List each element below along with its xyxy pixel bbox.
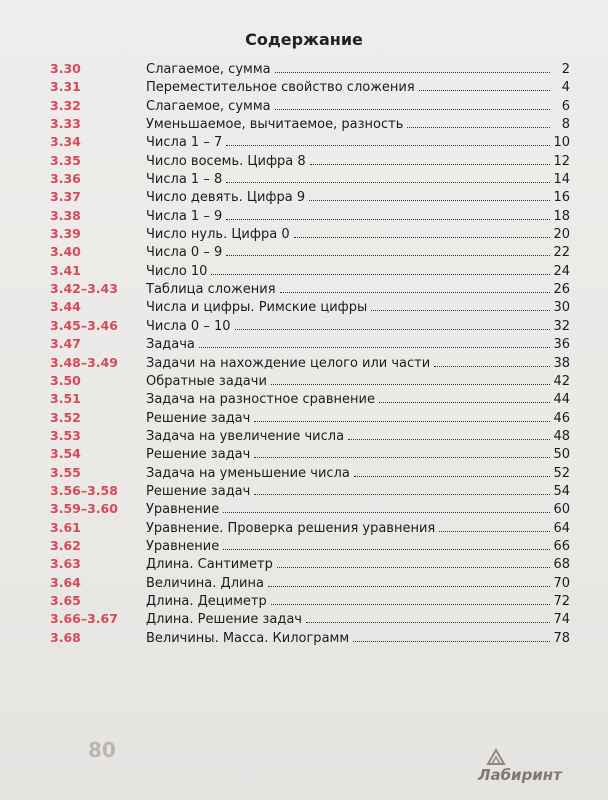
toc-entry-number: 3.61 [50, 519, 81, 535]
toc-entry [50, 263, 570, 281]
toc-entry [50, 483, 570, 501]
toc-entry-number: 3.37 [50, 189, 81, 205]
page-number: 80 [88, 738, 116, 762]
toc-entry-number: 3.52 [50, 409, 81, 425]
dot-leader [354, 476, 550, 477]
toc-entry-page: 10 [553, 135, 570, 151]
toc-entry-title: Уравнение [146, 502, 220, 518]
toc-entry-title: Числа 1 – 7 [146, 135, 223, 151]
toc-entry-page: 78 [553, 630, 570, 646]
toc-entry [50, 373, 570, 391]
dot-leader [275, 109, 550, 110]
toc-entry-number: 3.66–3.67 [50, 611, 118, 627]
toc-entry [50, 171, 570, 189]
toc-entry [50, 98, 570, 116]
toc-entry-page: 36 [553, 337, 570, 353]
dot-leader [226, 182, 550, 183]
toc-entry-page: 38 [553, 355, 570, 371]
toc-entry-title: Переместительное свойство сложения [146, 80, 415, 96]
toc-entry-number: 3.50 [50, 372, 81, 388]
toc-entry-page: 24 [553, 263, 570, 279]
toc-entry-page: 60 [553, 502, 570, 518]
toc-entry-page: 30 [553, 300, 570, 316]
toc-entry [50, 61, 570, 79]
toc-entry-number: 3.44 [50, 299, 81, 315]
toc-entry-number: 3.45–3.46 [50, 317, 118, 333]
toc-entry-page: 8 [561, 117, 570, 133]
toc-entry-title: Решение задач [146, 410, 251, 426]
toc-entry-title: Задачи на нахождение целого или части [146, 355, 431, 371]
toc-entry [50, 153, 570, 171]
toc-entry-title: Величины. Масса. Килограмм [146, 630, 350, 646]
toc-entry-number: 3.53 [50, 427, 81, 443]
toc-entry [50, 410, 570, 428]
toc-entry-title: Задача [146, 337, 195, 353]
dot-leader [439, 531, 550, 532]
toc-entry-page: 72 [553, 593, 570, 609]
dot-leader [235, 329, 551, 330]
dot-leader [254, 494, 550, 495]
toc-entry-title: Число нуль. Цифра 0 [146, 227, 290, 243]
dot-leader [226, 145, 550, 146]
page-title: Содержание [245, 30, 363, 49]
dot-leader [226, 219, 550, 220]
toc-entry-number: 3.62 [50, 537, 81, 553]
dot-leader [419, 90, 550, 91]
publisher-logo: Лабиринт [478, 766, 562, 784]
toc-entry [50, 593, 570, 611]
toc-entry-number: 3.55 [50, 464, 81, 480]
dot-leader [268, 586, 550, 587]
dot-leader [294, 237, 550, 238]
toc-entry [50, 446, 570, 464]
toc-entry [50, 575, 570, 593]
toc-entry-number: 3.65 [50, 592, 81, 608]
dot-leader [254, 457, 550, 458]
dot-leader [371, 310, 550, 311]
toc-entry [50, 538, 570, 556]
toc-entry-number: 3.30 [50, 61, 81, 76]
toc-entry-page: 44 [553, 392, 570, 408]
dot-leader [306, 622, 550, 623]
toc-entry [50, 611, 570, 629]
dot-leader [254, 421, 550, 422]
toc-entry-number: 3.42–3.43 [50, 281, 118, 297]
toc-entry-number: 3.64 [50, 574, 81, 590]
toc-entry-number: 3.59–3.60 [50, 501, 118, 517]
toc-entry [50, 355, 570, 373]
toc-entry-title: Задача на уменьшение числа [146, 465, 350, 481]
toc-entry-number: 3.35 [50, 152, 81, 168]
toc-entry [50, 465, 570, 483]
dot-leader [199, 347, 550, 348]
toc-entry-page: 20 [553, 227, 570, 243]
toc-entry-title: Таблица сложения [146, 282, 276, 298]
toc-entry-title: Числа и цифры. Римские цифры [146, 300, 368, 316]
dot-leader [211, 274, 550, 275]
toc-entry-number: 3.68 [50, 629, 81, 645]
toc-entry-page: 4 [561, 80, 570, 96]
toc-entry [50, 428, 570, 446]
toc-entry [50, 226, 570, 244]
toc-entry-page: 26 [553, 282, 570, 298]
dot-leader [226, 255, 550, 256]
toc-entry-page: 52 [553, 465, 570, 481]
toc-entry [50, 189, 570, 207]
toc-entry-page: 66 [553, 538, 570, 554]
toc-entry [50, 116, 570, 134]
table-of-contents [50, 61, 570, 648]
toc-entry-title: Числа 0 – 9 [146, 245, 223, 261]
toc-entry [50, 208, 570, 226]
toc-entry-number: 3.47 [50, 336, 81, 352]
toc-entry-page: 68 [553, 557, 570, 573]
toc-entry-number: 3.51 [50, 391, 81, 407]
dot-leader [407, 127, 550, 128]
toc-entry [50, 299, 570, 317]
toc-entry-title: Число восемь. Цифра 8 [146, 153, 306, 169]
toc-entry-title: Величина. Длина [146, 575, 264, 591]
toc-entry [50, 336, 570, 354]
dot-leader [309, 200, 550, 201]
toc-entry-title: Длина. Дециметр [146, 593, 267, 609]
dot-leader [310, 164, 550, 165]
toc-entry-title: Задача на разностное сравнение [146, 392, 375, 408]
toc-entry-page: 48 [553, 428, 570, 444]
toc-entry-title: Уравнение. Проверка решения уравнения [146, 520, 436, 536]
toc-entry-title: Обратные задачи [146, 373, 267, 389]
toc-entry-page: 12 [553, 153, 570, 169]
toc-entry [50, 501, 570, 519]
toc-entry-title: Задача на увеличение числа [146, 428, 345, 444]
toc-entry-title: Слагаемое, сумма [146, 62, 271, 77]
toc-entry-number: 3.48–3.49 [50, 354, 118, 370]
toc-entry-number: 3.40 [50, 244, 81, 260]
toc-entry-title: Длина. Решение задач [146, 612, 302, 628]
toc-entry-page: 6 [561, 98, 570, 114]
toc-entry-page: 50 [553, 447, 570, 463]
toc-entry-title: Уравнение [146, 538, 220, 554]
toc-entry-page: 74 [553, 612, 570, 628]
dot-leader [353, 641, 550, 642]
toc-entry [50, 79, 570, 97]
toc-entry-page: 22 [553, 245, 570, 261]
toc-entry [50, 391, 570, 409]
dot-leader [275, 72, 550, 73]
dot-leader [277, 567, 550, 568]
dot-leader [348, 439, 550, 440]
dot-leader [280, 292, 550, 293]
toc-entry [50, 244, 570, 262]
toc-entry-title: Числа 0 – 10 [146, 318, 231, 334]
toc-entry-number: 3.34 [50, 134, 81, 150]
toc-entry-page: 42 [553, 373, 570, 389]
dot-leader [379, 402, 550, 403]
toc-entry-title: Число девять. Цифра 9 [146, 190, 306, 206]
dot-leader [271, 384, 550, 385]
toc-entry [50, 281, 570, 299]
toc-entry-page: 32 [553, 318, 570, 334]
toc-entry-page: 18 [553, 208, 570, 224]
toc-entry-page: 2 [561, 62, 570, 77]
toc-entry-title: Числа 1 – 9 [146, 208, 223, 224]
toc-entry-number: 3.54 [50, 446, 81, 462]
toc-entry-title: Уменьшаемое, вычитаемое, разность [146, 117, 404, 133]
toc-entry-title: Решение задач [146, 447, 251, 463]
toc-entry [50, 630, 570, 648]
toc-entry-page: 54 [553, 483, 570, 499]
toc-entry [50, 318, 570, 336]
dot-leader [223, 512, 550, 513]
toc-entry-number: 3.36 [50, 171, 81, 187]
toc-entry-page: 64 [553, 520, 570, 536]
toc-entry-number: 3.32 [50, 97, 81, 113]
toc-entry-number: 3.41 [50, 262, 81, 278]
dot-leader [434, 366, 550, 367]
toc-entry-title: Числа 1 – 8 [146, 172, 223, 188]
toc-entry-title: Число 10 [146, 263, 208, 279]
toc-entry-number: 3.39 [50, 226, 81, 242]
dot-leader [271, 604, 550, 605]
toc-entry-number: 3.33 [50, 116, 81, 132]
toc-entry-number: 3.56–3.58 [50, 482, 118, 498]
toc-entry-page: 46 [553, 410, 570, 426]
toc-entry-page: 70 [553, 575, 570, 591]
toc-entry-title: Решение задач [146, 483, 251, 499]
toc-entry-page: 16 [553, 190, 570, 206]
toc-entry-number: 3.63 [50, 556, 81, 572]
toc-entry [50, 556, 570, 574]
toc-entry-title: Слагаемое, сумма [146, 98, 271, 114]
toc-entry-title: Длина. Сантиметр [146, 557, 273, 573]
dot-leader [223, 549, 550, 550]
toc-entry [50, 520, 570, 538]
toc-entry-number: 3.38 [50, 207, 81, 223]
toc-entry [50, 134, 570, 152]
toc-entry-number: 3.31 [50, 79, 81, 95]
toc-entry-page: 14 [553, 172, 570, 188]
labyrinth-logo-icon [486, 748, 506, 766]
